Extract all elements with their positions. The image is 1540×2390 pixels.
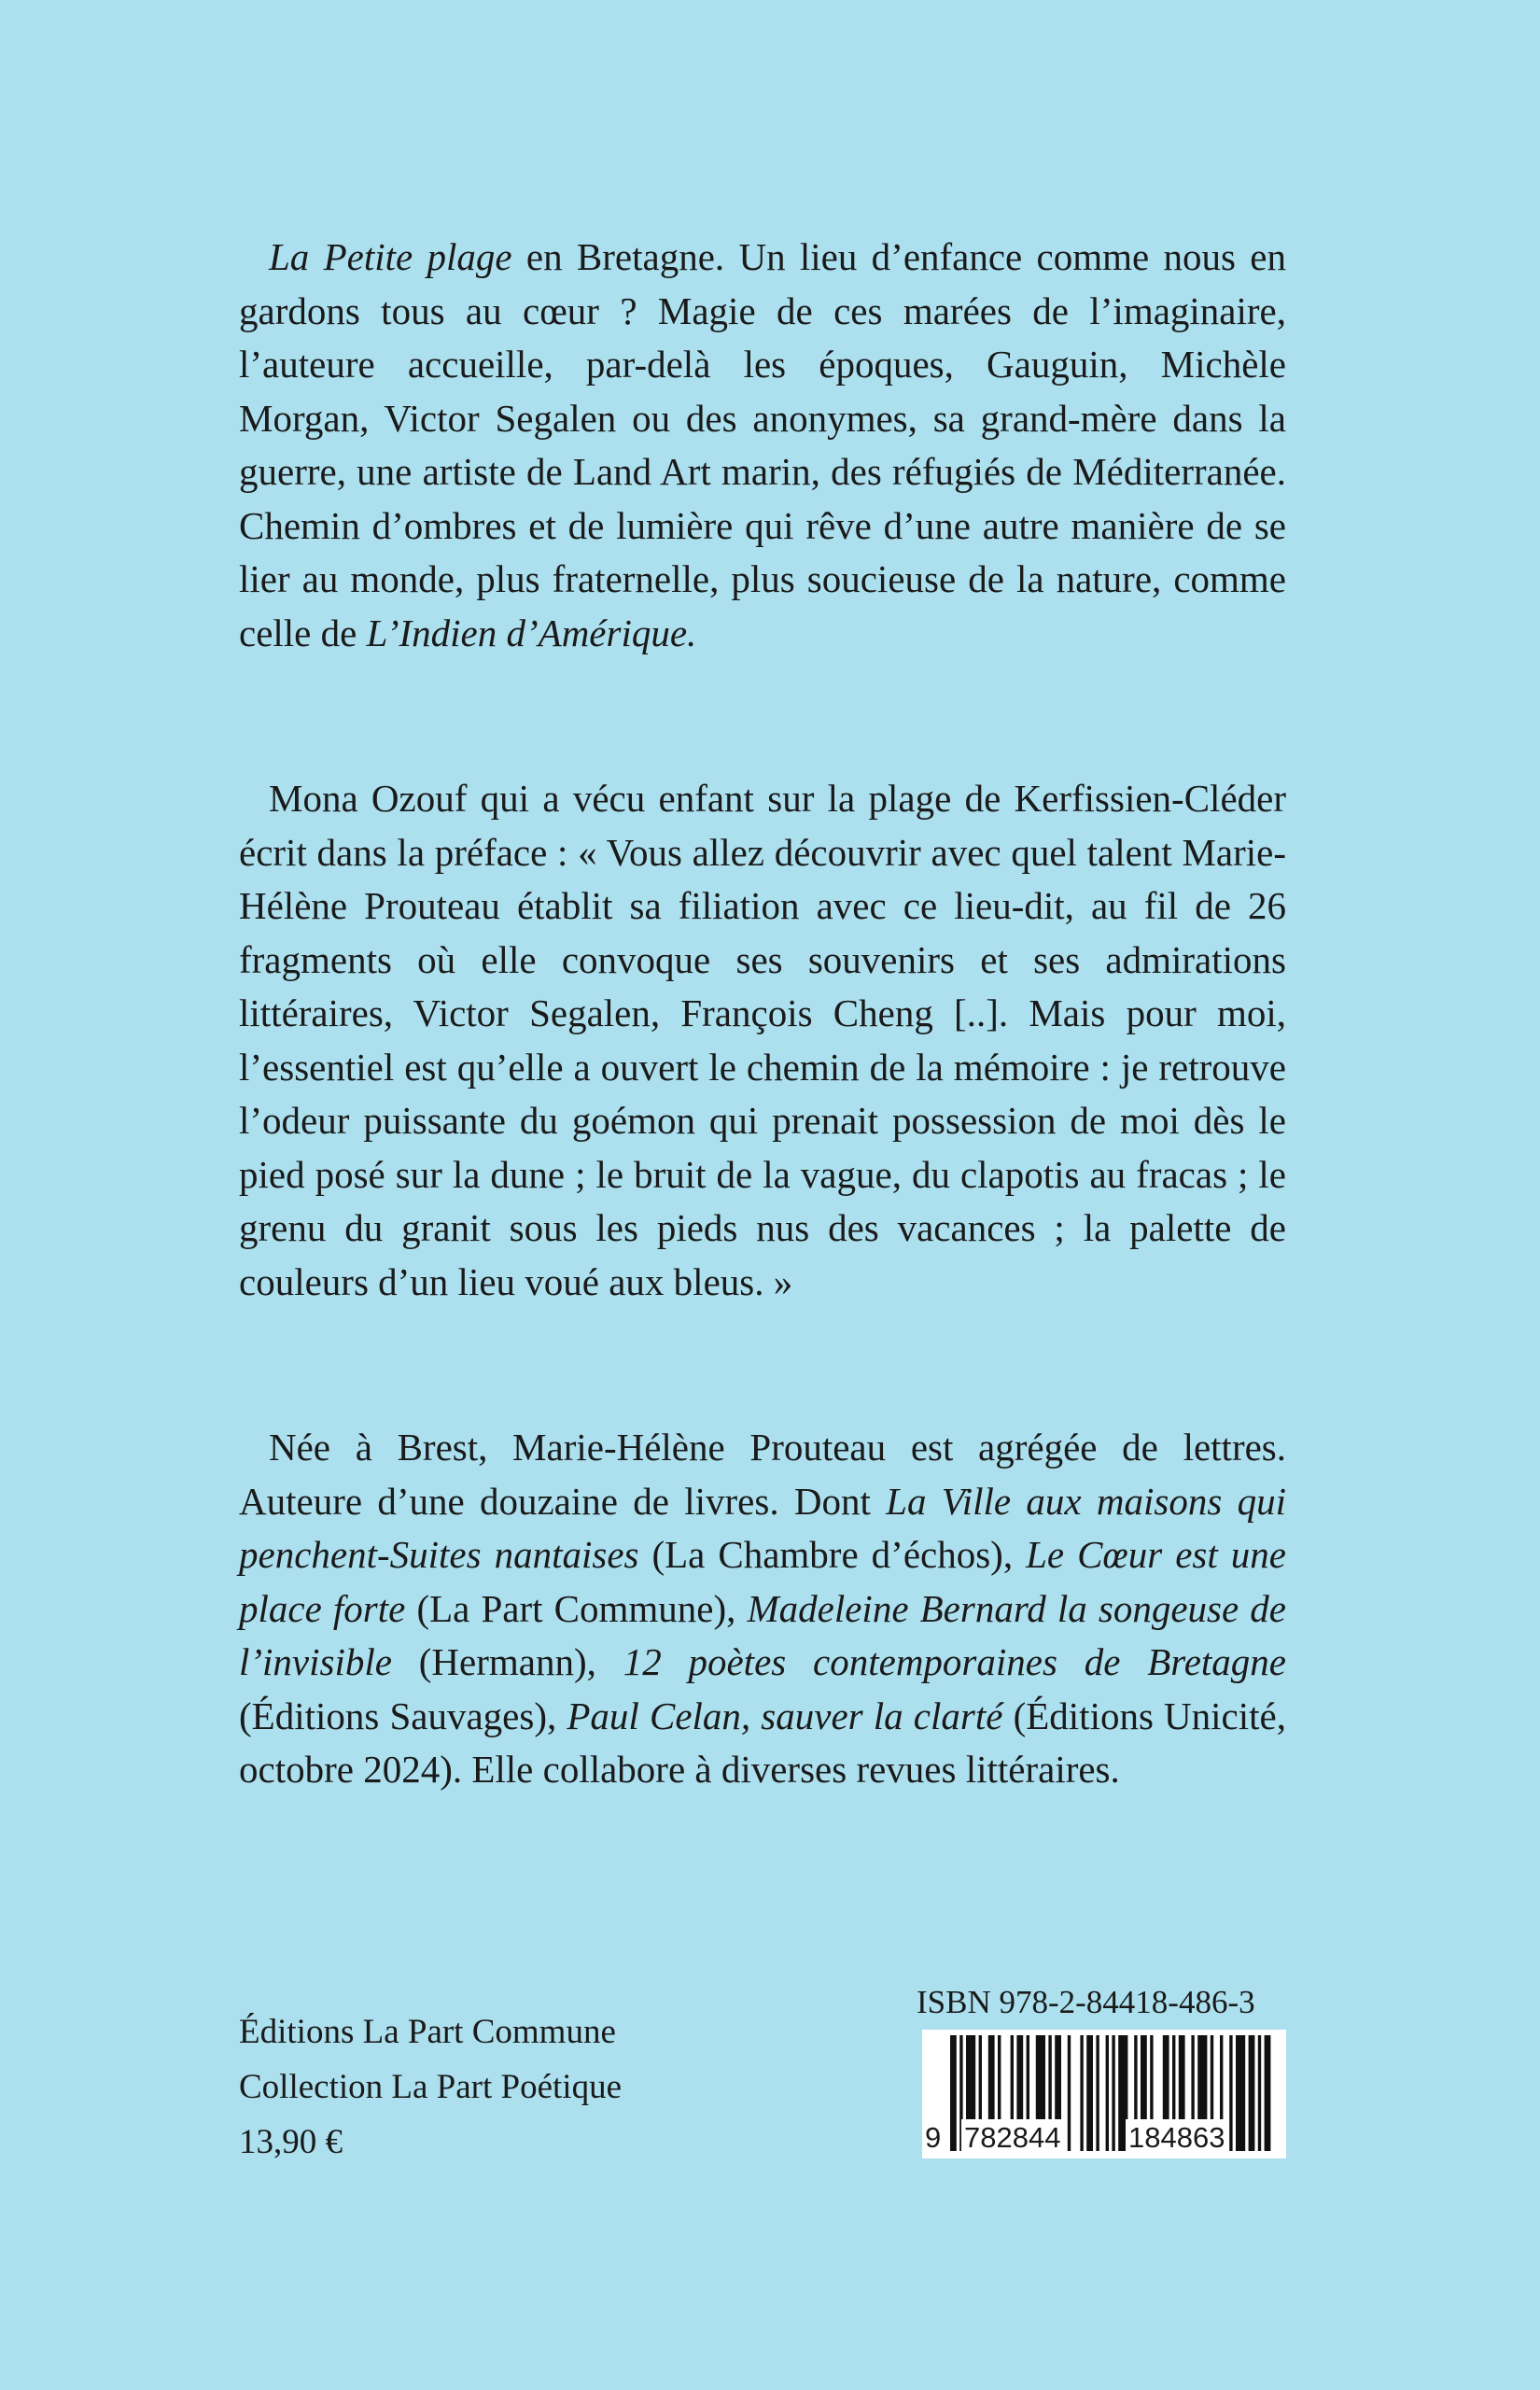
bio-text-4: (Hermann), xyxy=(391,1640,623,1683)
author-bio-paragraph xyxy=(239,1421,1286,1797)
barcode xyxy=(922,2030,1286,2158)
barcode-digits-right: 184863 xyxy=(1126,2119,1227,2157)
summary-text: en Bretagne. Un lieu d’enfance comme nous en gardons tous au cœur ? Magie de ces marées de l’imaginaire, l’auteure accueille, par-delà les époques, Gauguin, Michèle Morgan, Victor Segalen ou des anonymes, sa grand-mère dans la guerre, une artiste de Land Art marin, des réfugiés de Méditerranée. Chemin d’ombres et de lumière qui rêve d’une autre manière de se lier au monde, plus fraternelle, plus soucieuse de la nature, comme celle de xyxy=(239,235,1286,654)
bio-title-5: Paul Celan, sauver la clarté xyxy=(567,1694,1003,1737)
barcode-digits xyxy=(922,2119,1286,2157)
preface-quote-text: Mona Ozouf qui a vécu enfant sur la plage de Kerfissien-Cléder écrit dans la préface : « Vous allez découvrir avec quel talent Marie-Hélène Prouteau établit sa filiation avec ce lieu-dit, au fil de 26 fragments où elle convoque ses souvenirs et ses admirations littéraires, Victor Segalen, François Cheng [..]. Mais pour moi, l’essentiel est qu’elle a ouvert le chemin de la mémoire : je retrouve l’odeur puissante du goémon qui prenait possession de moi dès le pied posé sur la dune ; le bruit de la vague, du clapotis au fracas ; le grenu du granit sous les pieds nus des vacances ; la palette de couleurs d’un lieu voué aux bleus. » xyxy=(239,777,1286,1303)
barcode-digits-left: 782844 xyxy=(961,2119,1063,2157)
price: 13,90 € xyxy=(239,2123,343,2161)
bio-text-3: (La Part Commune), xyxy=(405,1586,748,1630)
bio-text-2: (La Chambre d’échos), xyxy=(638,1533,1027,1576)
bio-text-6: (Éditions Unicité, octobre 2024). Elle collabore à diverses revues littéraires. xyxy=(239,1694,1286,1791)
collection-name: Collection La Part Poétique xyxy=(239,2068,622,2106)
publisher-info xyxy=(239,2004,622,2170)
bio-text-1: Née à Brest, Marie-Hélène Prouteau est agrégée de lettres. Auteure d’une douzaine de livres. Dont xyxy=(239,1426,1286,1523)
bio-title-1: La Ville aux maisons qui penchent-Suites nantaises xyxy=(239,1479,1286,1576)
publisher-name: Éditions La Part Commune xyxy=(239,2013,616,2051)
isbn-label: ISBN 978-2-84418-486-3 xyxy=(917,1984,1255,2020)
bio-title-3: Madeleine Bernard la songeuse de l’invisible xyxy=(239,1586,1286,1683)
bio-title-2: Le Cœur est une place forte xyxy=(239,1533,1286,1630)
book-title-italic: La Petite plage xyxy=(269,235,512,278)
summary-paragraph xyxy=(239,231,1286,660)
bio-title-4: 12 poètes contemporaines de Bretagne xyxy=(623,1640,1286,1683)
reference-title-italic: L’Indien d’Amérique. xyxy=(366,611,697,654)
preface-quote-paragraph xyxy=(239,772,1286,1309)
bio-text-5: (Éditions Sauvages), xyxy=(239,1694,567,1737)
barcode-digit-first: 9 xyxy=(922,2119,944,2157)
